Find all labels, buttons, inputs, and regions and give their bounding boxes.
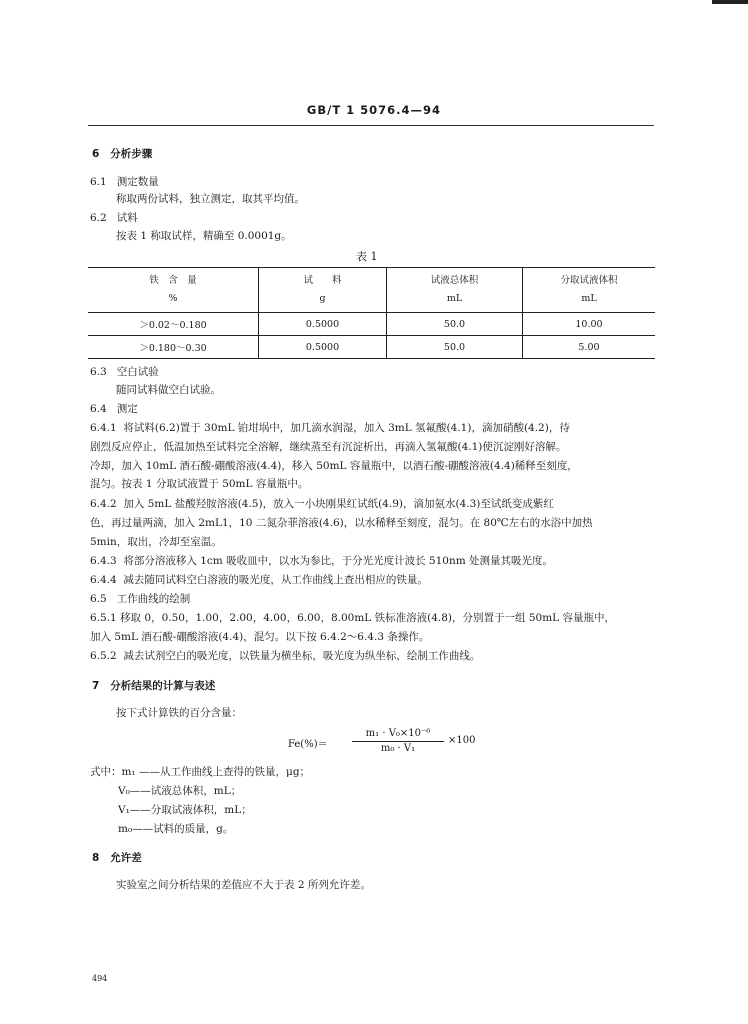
clause-title: 试料: [116, 212, 138, 224]
table-cell: 0.5000: [259, 336, 387, 359]
clause-number: 6.4.4: [90, 574, 117, 586]
clause-6-4-4: 6.4.4 减去随同试料空白溶液的吸光度，从工作曲线上查出相应的铁量。: [90, 574, 428, 586]
table-cell: 50.0: [387, 336, 523, 359]
table-1: [88, 267, 655, 359]
clause-number: 6.1: [90, 176, 107, 188]
formula-where-line: V₀——试液总体积，mL；: [118, 785, 242, 797]
clause-title: 空白试验: [116, 366, 159, 378]
header-iron-content: 铁 含 量 %: [149, 275, 197, 304]
clause-number: 6.5.1: [90, 612, 117, 624]
clause-title: 测定数量: [116, 176, 159, 188]
header-sample-mass: 试 料 g: [259, 268, 387, 313]
clause-6-5-2: 6.5.2 减去试剂空白的吸光度，以铁量为横坐标，吸光度为纵坐标，绘制工作曲线。: [90, 650, 481, 662]
table-header-row: [88, 268, 655, 313]
section-8-heading: [92, 850, 142, 866]
formula-where-line: 式中：m₁ ——从工作曲线上查得的铁量，μg；: [90, 766, 311, 778]
section-6-heading: [92, 146, 152, 162]
clause-6-4-1-line-3: 冷却，加入 10mL 酒石酸-硼酸溶液(4.4)，移入 50mL 容量瓶中，以酒石酸-硼酸溶液(4.4)稀释至刻度，: [90, 460, 578, 472]
clause-6-4-3: 6.4.3 将部分溶液移入 1cm 吸收皿中，以水为参比，于分光光度计波长 510nm 处测量其吸光度。: [90, 555, 554, 567]
table-cell: 50.0: [387, 313, 523, 336]
clause-6-4-1-line-1: 6.4.1 将试料(6.2)置于 30mL 铂坩埚中，加几滴水润湿，加入 3mL 氢氟酸(4.1)，滴加硝酸(4.2)，待: [90, 422, 570, 434]
formula-where-line: V₁——分取试液体积，mL；: [118, 804, 252, 816]
header-rule: [88, 125, 654, 126]
formula-lhs: Fe(%)＝: [288, 739, 328, 750]
header-total-volume: 试液总体积 mL: [387, 268, 523, 313]
clause-number: 6.4.1: [90, 422, 117, 434]
formula-fraction: [352, 727, 444, 756]
scan-mark: [712, 0, 748, 4]
standard-code-header: GB/T 1 5076.4—94: [306, 103, 442, 117]
clause-6-4-1-line-4: 混匀。按表 1 分取试液置于 50mL 容量瓶中。: [90, 478, 309, 490]
clause-number: 6.3: [90, 366, 107, 378]
clause-number: 6.4.3: [90, 555, 117, 567]
formula-where-line: m₀——试料的质量，g。: [118, 823, 234, 835]
clause-6-4-2-line-1: 6.4.2 加入 5mL 盐酸羟胺溶液(4.5)，放入一小块刚果红试纸(4.9)，滴加氨水(4.3)至试纸变成紫红: [90, 498, 554, 510]
section-number: 8: [92, 852, 100, 864]
clause-6-4-2-line-2: 色，再过量两滴，加入 2mL1，10 二氮杂菲溶液(4.6)，以水稀释至刻度，混匀。在 80℃左右的水浴中加热: [90, 517, 593, 529]
clause-6-3-heading: [90, 364, 159, 380]
section-7-heading: [92, 678, 215, 694]
clause-6-1-text: 称取两份试料，独立测定，取其平均值。: [116, 193, 305, 205]
section-8-text: 实验室之间分析结果的差值应不大于表 2 所列允许差。: [116, 879, 371, 891]
formula-denominator: m₀ · V₁: [380, 743, 416, 754]
clause-number: 6.4: [90, 403, 107, 415]
section-number: 7: [92, 680, 100, 692]
clause-6-4-2-line-3: 5min，取出，冷却至室温。: [90, 536, 222, 548]
table-cell: 10.00: [523, 313, 656, 336]
clause-number: 6.5.2: [90, 650, 117, 662]
table-1-caption: 表 1: [356, 250, 378, 263]
clause-title: 工作曲线的绘制: [116, 593, 191, 605]
clause-number: 6.2: [90, 212, 107, 224]
table-row: [88, 336, 655, 359]
page-number: 494: [92, 974, 108, 983]
clause-number: 6.5: [90, 593, 107, 605]
clause-6-2-text: 按表 1 称取试样，精确至 0.0001g。: [116, 230, 292, 242]
clause-6-4-1-line-2: 剧烈反应停止，低温加热至试料完全溶解，继续蒸至有沉淀析出，再滴入氢氟酸(4.1)使沉淀刚好溶解。: [90, 441, 567, 453]
section-title: 允许差: [110, 852, 142, 864]
formula-intro: 按下式计算铁的百分含量：: [116, 707, 242, 719]
table-row: [88, 313, 655, 336]
section-number: 6: [92, 148, 100, 160]
formula-numerator: m₁ · V₀×10⁻⁶: [352, 727, 444, 742]
formula-rhs: ×100: [448, 735, 476, 746]
section-title: 分析结果的计算与表述: [110, 680, 216, 692]
clause-6-5-1-line-2: 加入 5mL 酒石酸-硼酸溶液(4.4)，混匀。以下按 6.4.2～6.4.3 条操作。: [90, 631, 430, 643]
clause-6-5-heading: [90, 591, 190, 607]
table-cell: ＞0.02～0.180: [139, 320, 207, 331]
table-cell: ＞0.180～0.30: [88, 336, 259, 359]
clause-6-2-heading: [90, 210, 138, 226]
clause-number: 6.4.2: [90, 498, 117, 510]
section-title: 分析步骤: [110, 148, 153, 160]
clause-6-5-1-line-1: 6.5.1 移取 0，0.50，1.00，2.00，4.00，6.00，8.00mL 铁标准溶液(4.8)，分别置于一组 50mL 容量瓶中，: [90, 612, 615, 624]
clause-6-4-heading: [90, 401, 138, 417]
header-aliquot-volume: 分取试液体积 mL: [523, 268, 656, 313]
clause-title: 测定: [116, 403, 138, 415]
table-cell: 5.00: [523, 336, 656, 359]
clause-6-3-text: 随同试料做空白试验。: [116, 384, 221, 396]
table-cell: 0.5000: [259, 313, 387, 336]
clause-6-1-heading: [90, 174, 159, 190]
